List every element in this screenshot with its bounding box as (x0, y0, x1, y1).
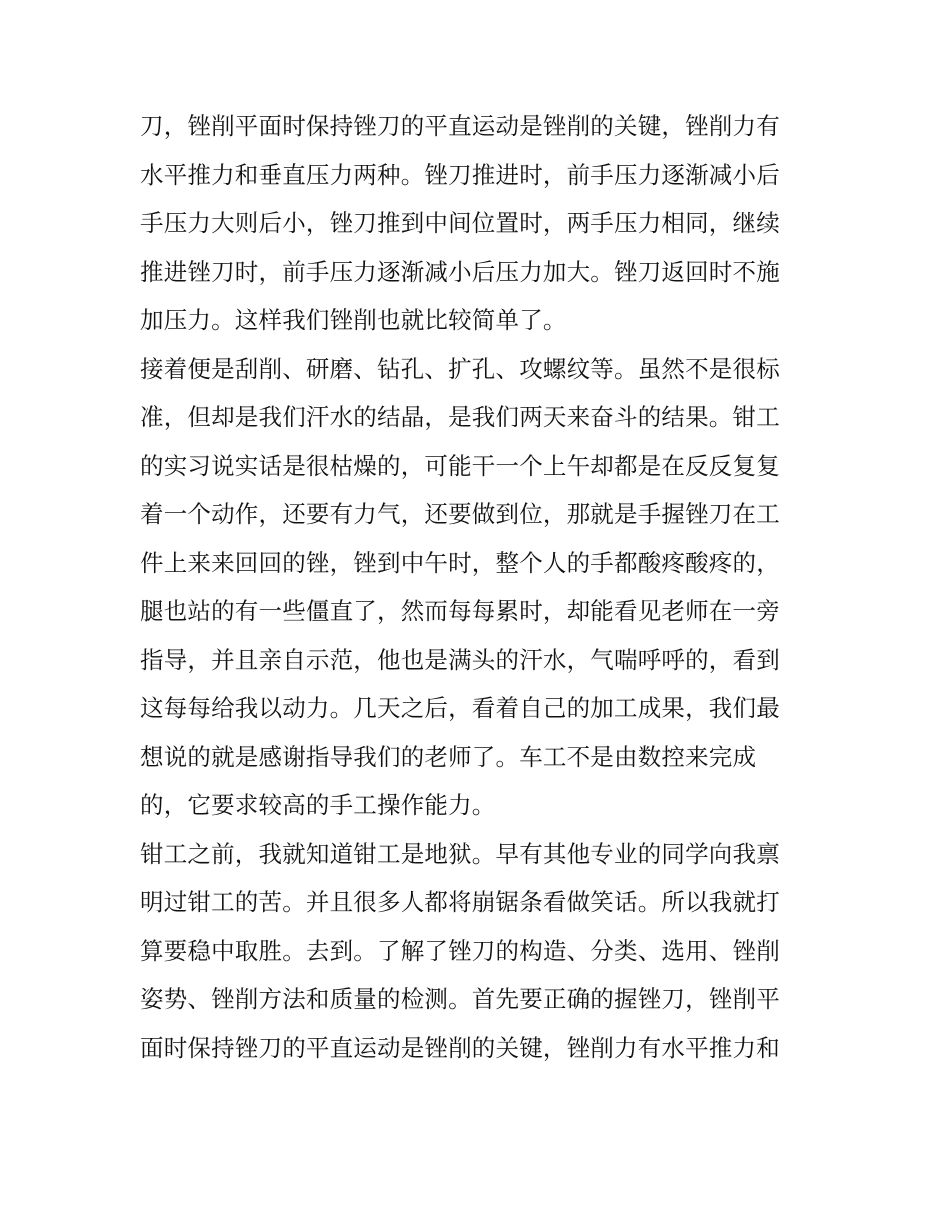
text-line: 指导，并且亲自示范，他也是满头的汗水，气喘呼呼的，看到 (140, 645, 780, 674)
text-line: 钳工之前，我就知道钳工是地狱。早有其他专业的同学向我禀 (140, 839, 780, 868)
text-line: 推进锉刀时，前手压力逐渐减小后压力加大。锉刀返回时不施 (140, 257, 780, 286)
text-line: 手压力大则后小，锉刀推到中间位置时，两手压力相同，继续 (140, 209, 780, 237)
body-text (140, 102, 812, 1072)
text-line: 准，但却是我们汗水的结晶，是我们两天来奋斗的结果。钳工 (140, 403, 780, 431)
text-line: 刀，锉削平面时保持锉刀的平直运动是锉削的关键，锉削力有 (140, 112, 780, 140)
text-line: 水平推力和垂直压力两种。锉刀推进时，前手压力逐渐减小后 (140, 160, 780, 189)
text-line: 这每每给我以动力。几天之后，看着自己的加工成果，我们最 (140, 694, 780, 722)
text-line: 姿势、锉削方法和质量的检测。首先要正确的握锉刀，锉削平 (140, 985, 780, 1013)
text-line: 加压力。这样我们锉削也就比较简单了。 (140, 306, 567, 334)
text-line: 算要稳中取胜。去到。了解了锉刀的构造、分类、选用、锉削 (140, 936, 780, 965)
text-line: 件上来来回回的锉，锉到中午时，整个人的手都酸疼酸疼的， (140, 548, 780, 577)
text-line: 面时保持锉刀的平直运动是锉削的关键，锉削力有水平推力和 (140, 1033, 780, 1062)
text-line: 着一个动作，还要有力气，还要做到位，那就是手握锉刀在工 (140, 500, 780, 528)
text-line: 腿也站的有一些僵直了，然而每每累时，却能看见老师在一旁 (140, 597, 780, 625)
text-line: 的实习说实话是很枯燥的，可能干一个上午却都是在反反复复 (140, 451, 780, 480)
text-line: 想说的就是感谢指导我们的老师了。车工不是由数控来完成 (140, 742, 757, 771)
text-line: 明过钳工的苦。并且很多人都将崩锯条看做笑话。所以我就打 (140, 888, 780, 916)
text-line: 的，它要求较高的手工操作能力。 (140, 791, 496, 819)
text-line: 接着便是刮削、研磨、钻孔、扩孔、攻螺纹等。虽然不是很标 (140, 354, 780, 383)
